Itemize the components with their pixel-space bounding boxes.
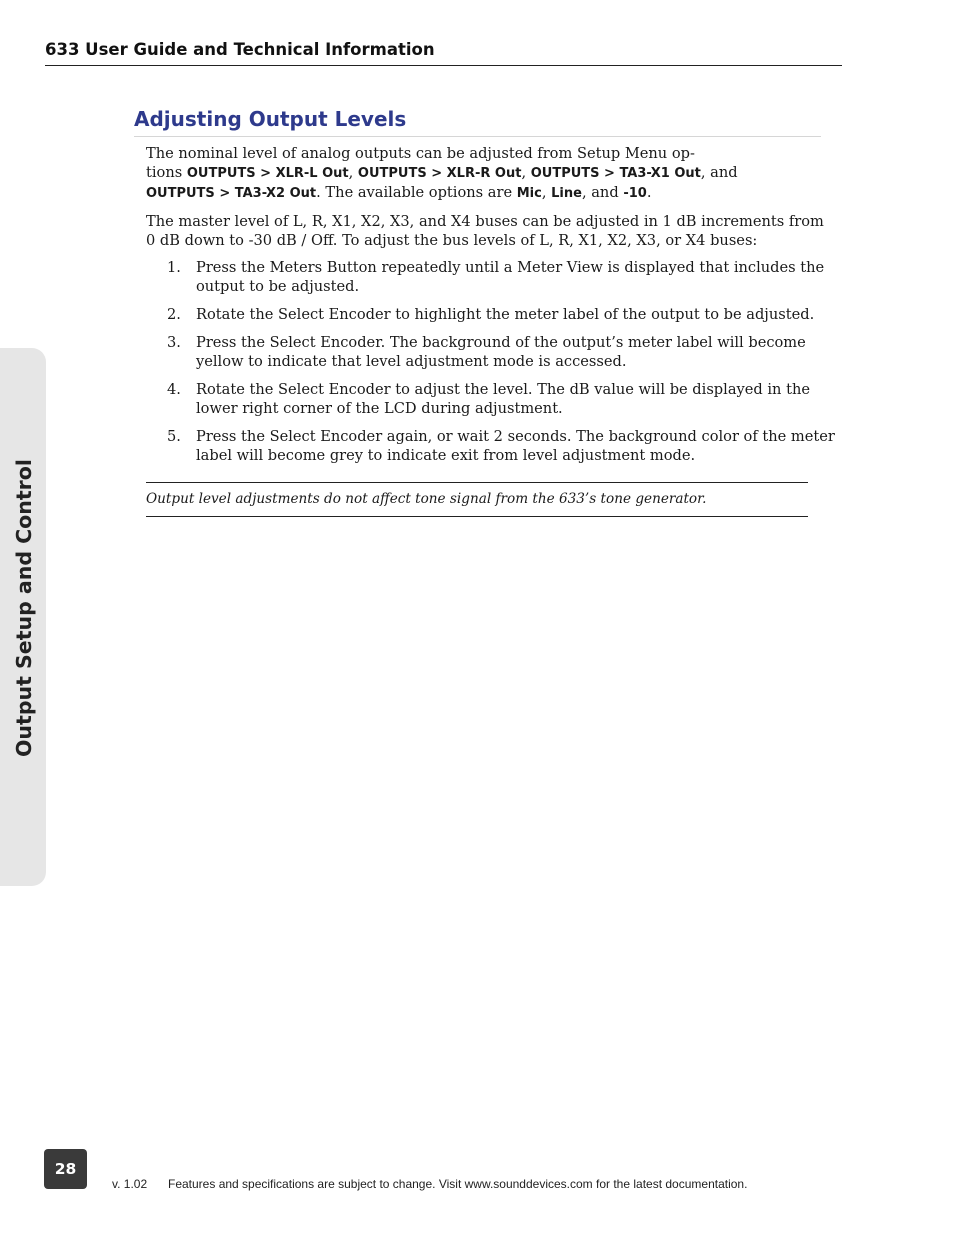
menu-option-xlr-r: OUTPUTS > XLR-R Out [357, 166, 522, 181]
step-number: 5. [167, 428, 181, 445]
option-value-minus10: -10 [623, 186, 647, 201]
menu-option-xlr-l: OUTPUTS > XLR-L Out [186, 166, 349, 181]
step-text: Press the Select Encoder. The background of the output’s meter label will become yellow to indicate that level adjustment mode is accessed. [196, 334, 806, 370]
list-item [146, 305, 846, 324]
period: . [646, 184, 652, 201]
step-number: 4. [167, 381, 181, 398]
intro-text-tions: tions [146, 164, 187, 181]
option-value-line: Line [551, 186, 582, 201]
menu-option-ta3-x1: OUTPUTS > TA3-X1 Out [530, 166, 701, 181]
option-value-mic: Mic [516, 186, 542, 201]
list-item [146, 380, 846, 418]
note-box [146, 482, 808, 517]
step-text: Rotate the Select Encoder to adjust the level. The dB value will be displayed in the lower right corner of the LCD during adjustment. [196, 381, 810, 417]
page-number-badge: 28 [44, 1149, 87, 1189]
procedure-steps [146, 258, 846, 474]
section-divider [134, 136, 821, 137]
list-item [146, 427, 846, 465]
separator: , and [700, 164, 738, 181]
side-tab-label: Output Setup and Control [12, 459, 36, 757]
footer-version: v. 1.02 [112, 1177, 148, 1191]
menu-option-ta3-x2: OUTPUTS > TA3-X2 Out [146, 186, 317, 201]
step-text: Rotate the Select Encoder to highlight the meter label of the output to be adjusted. [196, 306, 815, 323]
intro-text-line1: The nominal level of analog outputs can be adjusted from Setup Menu op- [146, 145, 695, 162]
step-number: 1. [167, 259, 181, 276]
separator: , [521, 164, 531, 181]
separator: , [541, 184, 552, 201]
page-header-title: 633 User Guide and Technical Information [45, 40, 435, 59]
separator: , and [581, 184, 624, 201]
step-number: 2. [167, 306, 181, 323]
step-text: Press the Select Encoder again, or wait 2 seconds. The background color of the meter label will become grey to indicate exit from level adjustment mode. [196, 428, 835, 464]
bus-levels-paragraph: The master level of L, R, X1, X2, X3, and X4 buses can be adjusted in 1 dB increments from 0 dB down to -30 dB / Off. To adjust the bus levels of L, R, X1, X2, X3, or X4 buses: [146, 213, 824, 249]
intro-text-options: . The available options are [316, 184, 517, 201]
footer-disclaimer: Features and specifications are subject to change. Visit www.sounddevices.com for the latest documentation. [168, 1177, 748, 1191]
separator: , [348, 164, 358, 181]
intro-paragraph [146, 144, 836, 203]
list-item [146, 333, 846, 371]
note-text: Output level adjustments do not affect tone signal from the 633’s tone generator. [146, 491, 707, 507]
list-item [146, 258, 846, 296]
header-divider [45, 65, 842, 66]
section-heading: Adjusting Output Levels [134, 107, 407, 131]
step-number: 3. [167, 334, 181, 351]
step-text: Press the Meters Button repeatedly until a Meter View is displayed that includes the output to be adjusted. [196, 259, 825, 295]
